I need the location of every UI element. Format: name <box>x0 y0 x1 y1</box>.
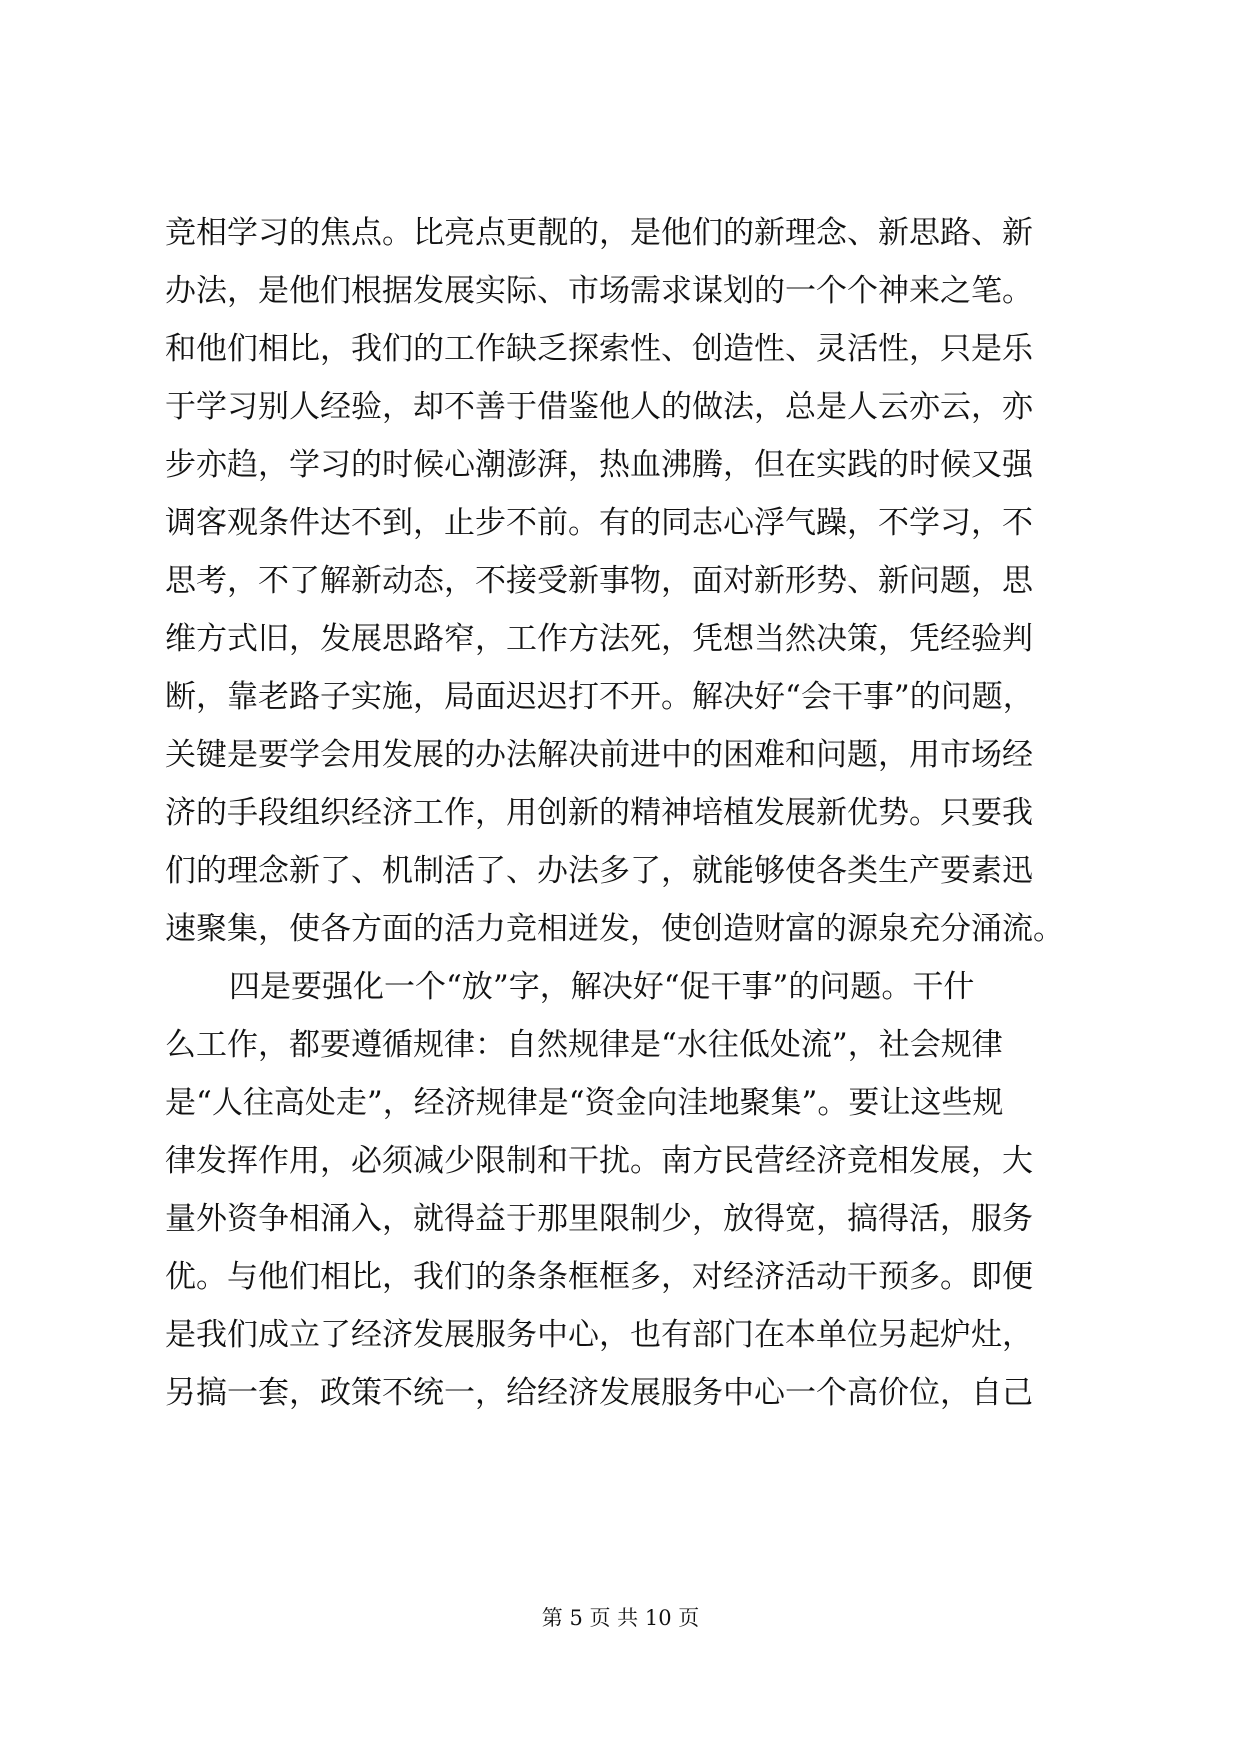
page-number-footer <box>0 1604 1241 1632</box>
text-line: 速聚集，使各方面的活力竞相迸发，使创造财富的源泉充分涌流。 <box>165 911 1064 947</box>
text-line: 是我们成立了经济发展服务中心，也有部门在本单位另起炉灶， <box>165 1317 1033 1353</box>
text-line: 于学习别人经验，却不善于借鉴他人的做法，总是人云亦云，亦 <box>165 389 1033 425</box>
page-number-label: 第 5 页 共 10 页 <box>541 1606 700 1630</box>
text-line: 量外资争相涌入，就得益于那里限制少，放得宽，搞得活，服务 <box>165 1201 1033 1237</box>
text-line: 关键是要学会用发展的办法解决前进中的困难和问题，用市场经 <box>165 737 1033 773</box>
text-line: 律发挥作用，必须减少限制和干扰。南方民营经济竞相发展，大 <box>165 1143 1033 1179</box>
paragraph-start-line: 四是要强化一个“放”字，解决好“促干事”的问题。干什 <box>229 969 975 1005</box>
text-line: 思考，不了解新动态，不接受新事物，面对新形势、新问题，思 <box>165 563 1033 599</box>
text-line: 优。与他们相比，我们的条条框框多，对经济活动干预多。即便 <box>165 1259 1033 1295</box>
text-line: 竞相学习的焦点。比亮点更靓的，是他们的新理念、新思路、新 <box>165 215 1033 251</box>
text-line: 另搞一套，政策不统一，给经济发展服务中心一个高价位，自己 <box>165 1375 1033 1411</box>
text-line: 维方式旧，发展思路窄，工作方法死，凭想当然决策，凭经验判 <box>165 621 1033 657</box>
text-line: 调客观条件达不到，止步不前。有的同志心浮气躁，不学习，不 <box>165 505 1033 541</box>
text-line: 济的手段组织经济工作，用创新的精神培植发展新优势。只要我 <box>165 795 1033 831</box>
text-line: 步亦趋，学习的时候心潮澎湃，热血沸腾，但在实践的时候又强 <box>165 447 1033 483</box>
text-line: 是“人往高处走”，经济规律是“资金向洼地聚集”。要让这些规 <box>165 1085 1004 1121</box>
text-line: 们的理念新了、机制活了、办法多了，就能够使各类生产要素迅 <box>165 853 1033 889</box>
text-line: 断，靠老路子实施，局面迟迟打不开。解决好“会干事”的问题， <box>165 679 1034 715</box>
text-line: 办法，是他们根据发展实际、市场需求谋划的一个个神来之笔。 <box>165 273 1033 309</box>
text-line: 么工作，都要遵循规律：自然规律是“水往低处流”，社会规律 <box>165 1027 1003 1063</box>
text-line: 和他们相比，我们的工作缺乏探索性、创造性、灵活性，只是乐 <box>165 331 1033 367</box>
